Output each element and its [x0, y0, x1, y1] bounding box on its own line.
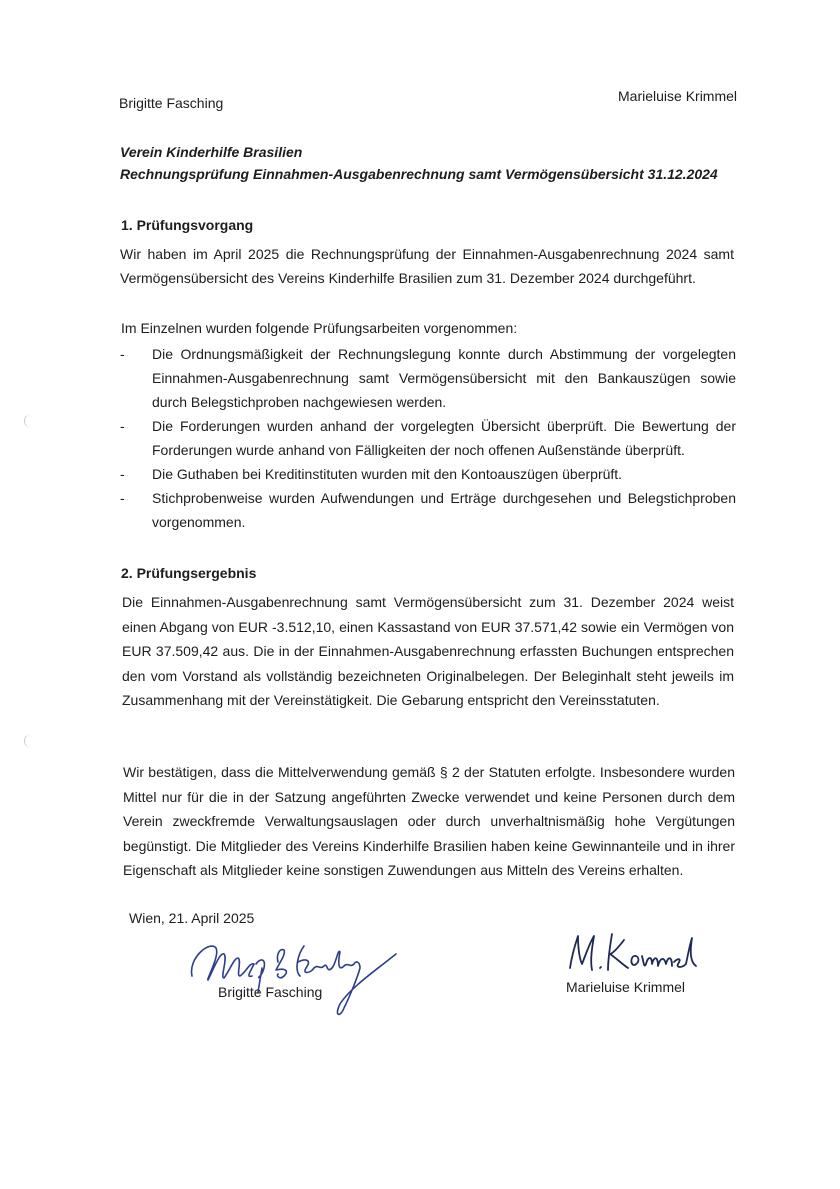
list-item: - Die Guthaben bei Kreditinstituten wurden mit den Kontoauszügen überprüft.	[120, 462, 736, 486]
audit-steps-list	[120, 342, 736, 534]
place-and-date: Wien, 21. April 2025	[129, 910, 255, 926]
section2-result-paragraph: Die Einnahmen-Ausgabenrechnung samt Vermögensübersicht zum 31. Dezember 2024 weist einen Abgang von EUR -3.512,10, einen Kassastand von EUR 37.571,42 sowie ein Vermögen von EUR 37.509,42 aus. Die in der Einnahmen-Ausgabenrechnung erfassten Buchungen entsprechen den vom Vorstand als vollständig bezeichneten Originalbelegen. Der Beleginhalt steht jeweils im Zusammenhang mit der Vereinstätigkeit. Die Gebarung entspricht den Vereinsstatuten.	[122, 594, 734, 708]
header-left-name: Brigitte Fasching	[119, 95, 224, 111]
section-heading-pruefungsvorgang: 1. Prüfungsvorgang	[121, 217, 254, 233]
header-right-name: Marieluise Krimmel	[618, 88, 738, 104]
section1-intro-paragraph: Wir haben im April 2025 die Rechnungsprüfung der Einnahmen-Ausgabenrechnung 2024 samt Vermögensübersicht des Vereins Kinderhilfe Brasilien zum 31. Dezember 2024 durchgeführt.	[120, 246, 734, 286]
handwritten-signature-left	[180, 918, 410, 1022]
section1-lead-text: Im Einzelnen wurden folgende Prüfungsarbeiten vorgenommen:	[121, 320, 518, 336]
signature-name-right: Marieluise Krimmel	[566, 979, 686, 995]
document-title-subject: Rechnungsprüfung Einnahmen-Ausgabenrechnung samt Vermögensübersicht 31.12.2024	[120, 166, 718, 182]
section-heading-pruefungsergebnis: 2. Prüfungsergebnis	[121, 565, 257, 581]
document-title-organization: Verein Kinderhilfe Brasilien	[120, 144, 303, 160]
list-item: - Die Forderungen wurden anhand der vorgelegten Übersicht überprüft. Die Bewertung der Forderungen wurde anhand von Fälligkeiten der noch offenen Außenstände überprüft.	[120, 414, 736, 462]
handwritten-signature-right	[560, 928, 700, 978]
punch-hole-mark	[24, 414, 39, 428]
list-item: - Stichprobenweise wurden Aufwendungen und Erträge durchgesehen und Belegstichproben vorgenommen.	[120, 486, 736, 534]
signature-name-left: Brigitte Fasching	[218, 984, 323, 1000]
punch-hole-mark	[24, 734, 39, 748]
section2-confirmation-paragraph: Wir bestätigen, dass die Mittelverwendung gemäß § 2 der Statuten erfolgte. Insbesondere wurden Mittel nur für die in der Satzung angeführten Zwecke verwendet und keine Personen durch dem Verein zweckfremde Verwaltungsauslagen oder durch unverhaltnismäßig hohe Vergütungen begünstigt. Die Mitglieder des Vereins Kinderhilfe Brasilien haben keine Gewinnanteile und in ihrer Eigenschaft als Mitglieder keine sonstigen Zuwendungen aus Mitteln des Vereins erhalten.	[123, 764, 735, 878]
list-item: - Die Ordnungsmäßigkeit der Rechnungslegung konnte durch Abstimmung der vorgelegten Einnahmen-Ausgabenrechnung samt Vermögensübersicht mit den Bankauszügen sowie durch Belegstichproben nachgewiesen werden.	[120, 342, 736, 414]
